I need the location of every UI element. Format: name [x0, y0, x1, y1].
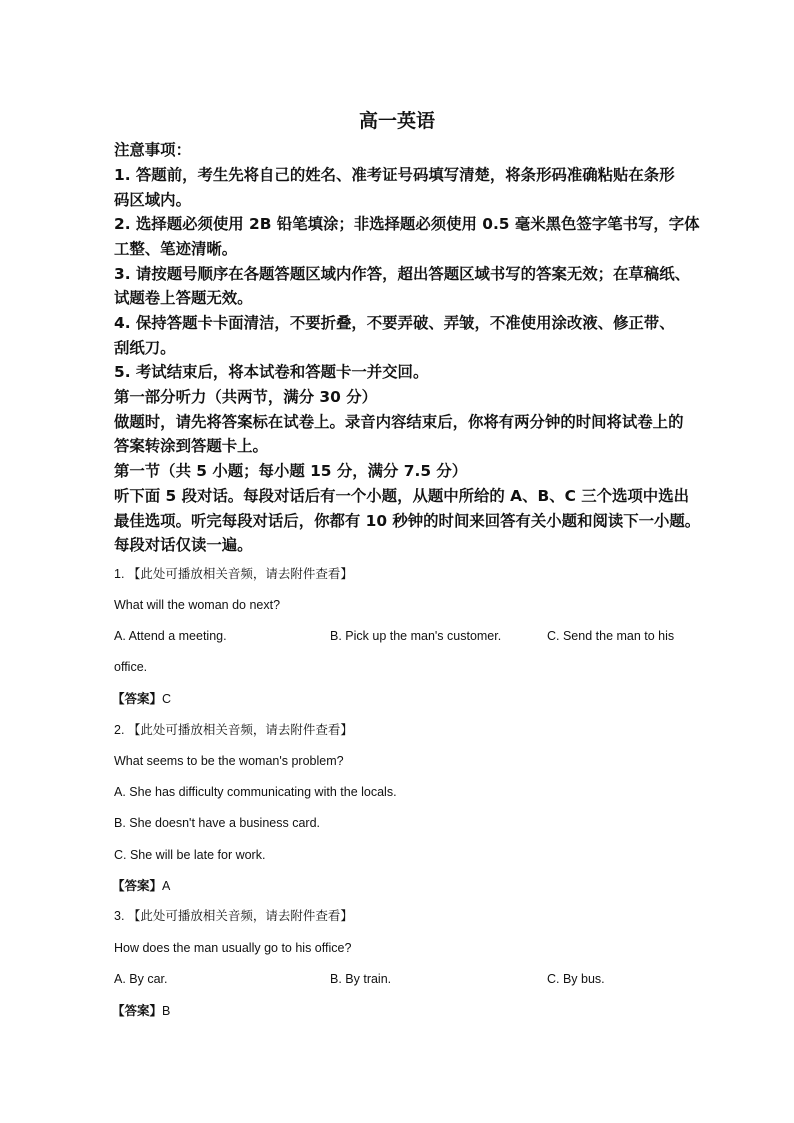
instruction-4-line-1: 4. 保持答题卡卡面清洁，不要折叠，不要弄破、弄皱，不准使用涂改液、修正带、 [114, 314, 675, 332]
section1-heading: 第一节（共 5 小题；每小题 15 分，满分 7.5 分） [114, 462, 468, 480]
question-1-number: 1. 【此处可播放相关音频，请去附件查看】 [114, 567, 353, 581]
instructions-heading: 注意事项： [114, 141, 191, 159]
question-2-text: What seems to be the woman's problem? [114, 754, 344, 768]
question-1-answer [112, 691, 171, 707]
section1-desc-line-2: 最佳选项。听完每段对话后，你都有 10 秒钟的时间来回答有关小题和阅读下一小题。 [114, 512, 701, 530]
answer-value: A [162, 879, 171, 893]
instruction-3-line-2: 试题卷上答题无效。 [114, 289, 253, 307]
part1-desc-line-2: 答案转涂到答题卡上。 [114, 437, 268, 455]
instruction-1-line-1: 1. 答题前，考生先将自己的姓名、准考证号码填写清楚，将条形码准确粘贴在条形 [114, 166, 675, 184]
answer-value: C [162, 692, 172, 706]
question-2-option-b: B. She doesn't have a business card. [114, 816, 320, 830]
instruction-4-line-2: 刮纸刀。 [114, 339, 176, 357]
question-1-option-c-cont: office. [114, 660, 148, 674]
page-title: 高一英语 [358, 110, 435, 132]
question-2-answer [112, 878, 170, 894]
answer-tag: 【答案】 [112, 879, 163, 893]
question-3-number: 3. 【此处可播放相关音频，请去附件查看】 [114, 909, 353, 923]
section1-desc-line-1: 听下面 5 段对话。每段对话后有一个小题，从题中所给的 A、B、C 三个选项中选出 [114, 487, 689, 505]
question-1-option-b: B. Pick up the man's customer. [330, 629, 502, 643]
question-3-text: How does the man usually go to his office? [114, 941, 352, 955]
question-3-answer [112, 1003, 170, 1019]
part1-heading: 第一部分听力（共两节，满分 30 分） [114, 388, 377, 406]
question-3-option-b: B. By train. [330, 972, 392, 986]
question-2-option-a: A. She has difficulty communicating with the locals. [114, 785, 397, 799]
part1-desc-line-1: 做题时，请先将答案标在试卷上。录音内容结束后，你将有两分钟的时间将试卷上的 [114, 413, 684, 431]
instruction-3-line-1: 3. 请按题号顺序在各题答题区域内作答，超出答题区域书写的答案无效；在草稿纸、 [114, 265, 690, 283]
instruction-2-line-1: 2. 选择题必须使用 2B 铅笔填涂；非选择题必须使用 0.5 毫米黑色签字笔书写，字体 [114, 215, 700, 233]
question-1-text: What will the woman do next? [114, 598, 281, 612]
instruction-5: 5. 考试结束后，将本试卷和答题卡一并交回。 [114, 363, 429, 381]
instruction-2-line-2: 工整、笔迹清晰。 [114, 240, 238, 258]
question-3-option-a: A. By car. [114, 972, 168, 986]
answer-value: B [162, 1004, 171, 1018]
instruction-1-line-2: 码区域内。 [114, 191, 191, 209]
question-1-option-a: A. Attend a meeting. [114, 629, 227, 643]
answer-tag: 【答案】 [112, 692, 163, 706]
question-2-option-c: C. She will be late for work. [114, 848, 266, 862]
answer-tag: 【答案】 [112, 1004, 163, 1018]
question-1-option-c: C. Send the man to his [547, 629, 675, 643]
question-2-number: 2. 【此处可播放相关音频，请去附件查看】 [114, 723, 353, 737]
section1-desc-line-3: 每段对话仅读一遍。 [114, 536, 253, 554]
question-3-option-c: C. By bus. [547, 972, 605, 986]
